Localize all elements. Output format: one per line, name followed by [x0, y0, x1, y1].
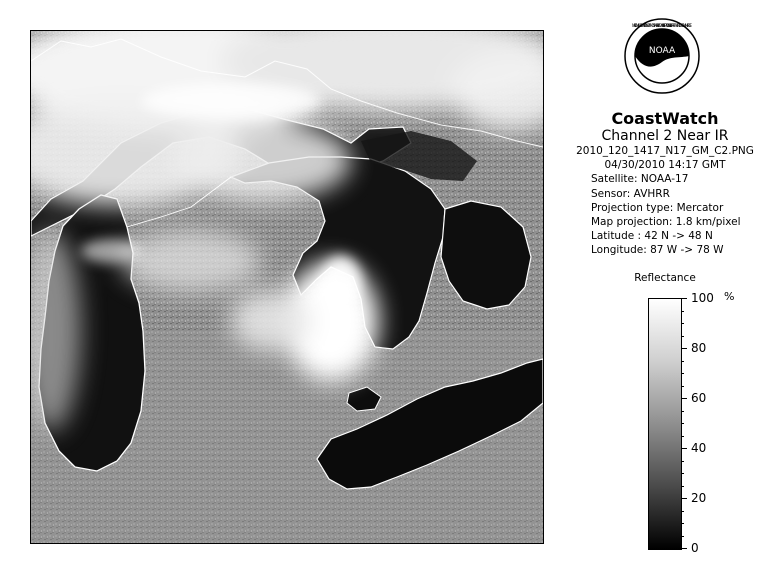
satellite-map	[30, 30, 544, 544]
colorbar-minor-tick	[681, 411, 684, 412]
noaa-icon	[624, 18, 700, 94]
channel-label: Channel 2 Near IR	[601, 128, 729, 144]
colorbar-minor-tick	[681, 536, 684, 537]
longitude: Longitude: 87 W -> 78 W	[591, 244, 724, 257]
datetime: 04/30/2010 14:17 GMT	[604, 159, 726, 172]
scale-unit: %	[724, 290, 735, 303]
app-title: CoastWatch	[611, 109, 719, 128]
colorbar-minor-tick	[681, 436, 684, 437]
colorbar-tick-label: 80	[691, 341, 707, 355]
colorbar-minor-tick	[681, 311, 684, 312]
projection-type: Projection type: Mercator	[591, 201, 724, 214]
colorbar-tick-label: 60	[691, 391, 707, 405]
colorbar-minor-tick	[681, 386, 684, 387]
colorbar-tick	[681, 448, 687, 449]
colorbar-minor-tick	[681, 511, 684, 512]
colorbar-minor-tick	[681, 423, 684, 424]
colorbar-tick-label: 100	[691, 291, 714, 305]
colorbar-minor-tick	[681, 523, 684, 524]
latitude: Latitude : 42 N -> 48 N	[591, 230, 713, 243]
colorbar-tick	[681, 548, 687, 549]
colorbar-minor-tick	[681, 373, 684, 374]
noaa-text: NOAA	[648, 46, 676, 56]
colorbar-tick-label: 0	[691, 541, 699, 555]
colorbar-tick	[681, 498, 687, 499]
colorbar-tick	[681, 348, 687, 349]
colorbar-minor-tick	[681, 461, 684, 462]
colorbar-minor-tick	[681, 323, 684, 324]
filename: 2010_120_1417_N17_GM_C2.PNG	[576, 145, 754, 157]
colorbar-tick	[681, 398, 687, 399]
scale-label: Reflectance	[634, 272, 696, 284]
reflectance-colorbar	[648, 298, 682, 550]
sensor: Sensor: AVHRR	[591, 187, 670, 200]
colorbar-minor-tick	[681, 361, 684, 362]
colorbar-tick	[681, 298, 687, 299]
colorbar-tick-label: 20	[691, 491, 707, 505]
colorbar-minor-tick	[681, 473, 684, 474]
noaa-ring-text: NATIONAL OCEANIC AND ATMOSPHERIC ADMINISTRATION · U.S. DEPARTMENT OF COMMERCE	[632, 23, 692, 28]
map-projection: Map projection: 1.8 km/pixel	[591, 216, 741, 229]
colorbar-tick-label: 40	[691, 441, 707, 455]
colorbar-minor-tick	[681, 336, 684, 337]
colorbar-minor-tick	[681, 486, 684, 487]
satellite: Satellite: NOAA-17	[591, 173, 689, 186]
image-metadata	[560, 110, 770, 258]
satellite-map-svg	[31, 31, 543, 543]
info-panel	[560, 18, 770, 563]
